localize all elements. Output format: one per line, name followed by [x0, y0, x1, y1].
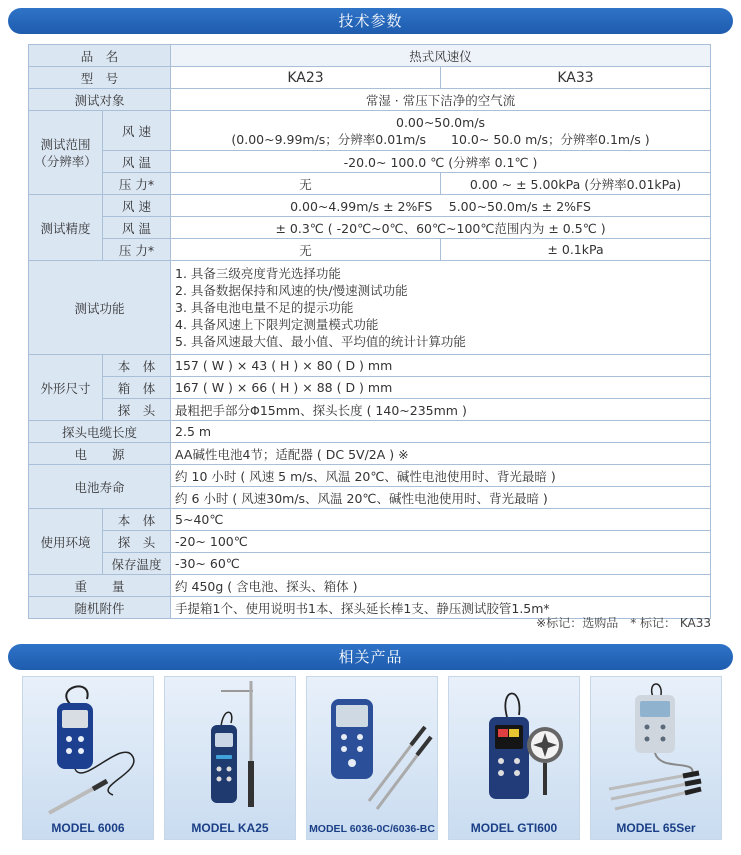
model-ka23: KA23: [171, 67, 441, 89]
row-label: 电 源: [29, 443, 171, 465]
sub-label: 箱 体: [103, 377, 171, 399]
table-row: [29, 261, 711, 355]
row-group-label: 使用环境: [29, 509, 103, 575]
sub-label: 保存温度: [103, 553, 171, 575]
cell-value: 最粗把手部分Φ15mm、探头长度 ( 140~235mm ): [171, 399, 711, 421]
product-card[interactable]: [306, 676, 438, 840]
vane-anemometer-icon: [449, 677, 581, 819]
cell-value: 157 ( W ) × 43 ( H ) × 80 ( D ) mm: [171, 355, 711, 377]
hot-wire-anemometer-icon: [23, 677, 155, 819]
related-products: [22, 676, 722, 840]
table-row: [29, 509, 711, 531]
table-row: [29, 89, 711, 111]
cell-value: 约 450g ( 含电池、探头、箱体 ): [171, 575, 711, 597]
row-label: 重 量: [29, 575, 171, 597]
row-label: 探头电缆长度: [29, 421, 171, 443]
table-row: [29, 111, 711, 151]
cell-value: 常湿 · 常压下洁净的空气流: [171, 89, 711, 111]
row-label: 电池寿命: [29, 465, 171, 509]
product-card[interactable]: [164, 676, 296, 840]
table-row: [29, 239, 711, 261]
specs-section-title: 技术参数: [8, 8, 733, 34]
spec-table: [28, 44, 711, 619]
product-name: 热式风速仪: [171, 45, 711, 67]
cell-value: 167 ( W ) × 66 ( H ) × 88 ( D ) mm: [171, 377, 711, 399]
cell-value: 无: [171, 173, 441, 195]
sub-label: 压 力*: [103, 173, 171, 195]
table-row: [29, 443, 711, 465]
cell-value: ± 0.1kPa: [441, 239, 711, 261]
table-row: [29, 173, 711, 195]
range-label-line2: （分辨率）: [34, 153, 97, 169]
table-row: [29, 531, 711, 553]
product-caption: MODEL 6036-0C/6036-BC: [309, 823, 435, 835]
row-label: 测试对象: [29, 89, 171, 111]
table-row: [29, 399, 711, 421]
cell-value: -20.0~ 100.0 ℃ (分辨率 0.1℃ ): [171, 151, 711, 173]
table-row: [29, 465, 711, 487]
list-item: 5. 具备风速最大值、最小值、平均值的统计计算功能: [175, 334, 466, 349]
table-row: [29, 195, 711, 217]
cell-value: (0.00~9.99m/s；分辨率0.01m/s 10.0~ 50.0 m/s；分辨率0.1m/s ): [231, 131, 650, 147]
cell-value: 无: [171, 239, 441, 261]
product-caption: MODEL GTI600: [470, 821, 558, 835]
table-row: [29, 217, 711, 239]
product-card[interactable]: [448, 676, 580, 840]
row-label: 品 名: [29, 45, 171, 67]
product-caption: MODEL KA25: [191, 821, 269, 835]
row-group-label: 测试精度: [29, 195, 103, 261]
range-label-line1: 测试范围: [40, 136, 91, 152]
row-label: 型 号: [29, 67, 171, 89]
row-group-label: [29, 111, 103, 195]
table-row: [29, 553, 711, 575]
cell-value: 手提箱1个、使用说明书1本、探头延长棒1支、静压测试胶管1.5m*: [171, 597, 711, 619]
table-row: [29, 377, 711, 399]
cell-value: 0.00~50.0m/s: [396, 114, 486, 130]
product-card[interactable]: [22, 676, 154, 840]
cell-value: 2.5 m: [171, 421, 711, 443]
list-item: 4. 具备风速上下限判定测量模式功能: [175, 317, 379, 332]
cell-value: 0.00~4.99m/s ± 2%FS 5.00~50.0m/s ± 2%FS: [171, 195, 711, 217]
cell-value: ± 0.3℃ ( -20℃~0℃、60℃~100℃范围内为 ± 0.5℃ ): [171, 217, 711, 239]
multi-probe-meter-icon: [591, 677, 723, 819]
sub-label: 探 头: [103, 399, 171, 421]
row-label: 随机附件: [29, 597, 171, 619]
cell-value: 5~40℃: [171, 509, 711, 531]
list-item: 2. 具备数据保持和风速的快/慢速测试功能: [175, 283, 408, 298]
sub-label: 风 温: [103, 151, 171, 173]
handheld-meter-with-probes-icon: [307, 677, 439, 819]
table-row: [29, 421, 711, 443]
cell-value: 约 10 小时 ( 风速 5 m/s、风温 20℃、碱性电池使用时、背光最暗 ): [171, 465, 711, 487]
product-card[interactable]: [590, 676, 722, 840]
table-row: [29, 45, 711, 67]
row-label: 测试功能: [29, 261, 171, 355]
sub-label: 风 速: [103, 111, 171, 151]
table-row: [29, 355, 711, 377]
table-row: [29, 67, 711, 89]
sub-label: 本 体: [103, 509, 171, 531]
sub-label: 风 速: [103, 195, 171, 217]
sub-label: 风 温: [103, 217, 171, 239]
table-row: [29, 151, 711, 173]
sub-label: 探 头: [103, 531, 171, 553]
cell-value: -30~ 60℃: [171, 553, 711, 575]
cell-value: 0.00 ~ ± 5.00kPa (分辨率0.01kPa): [441, 173, 711, 195]
product-caption: MODEL 6006: [51, 821, 125, 835]
table-row: [29, 575, 711, 597]
list-item: 3. 具备电池电量不足的提示功能: [175, 300, 354, 315]
related-section-title: 相关产品: [8, 644, 733, 670]
functions-list: [171, 261, 711, 355]
telescopic-probe-anemometer-icon: [165, 677, 297, 819]
model-ka33: KA33: [441, 67, 711, 89]
cell-value: -20~ 100℃: [171, 531, 711, 553]
list-item: 1. 具备三级亮度背光选择功能: [175, 266, 341, 281]
cell-value: 约 6 小时 ( 风速30m/s、风温 20℃、碱性电池使用时、背光最暗 ): [171, 487, 711, 509]
product-caption: MODEL 65Ser: [616, 821, 696, 835]
sub-label: 压 力*: [103, 239, 171, 261]
sub-label: 本 体: [103, 355, 171, 377]
row-group-label: 外形尺寸: [29, 355, 103, 421]
footnote: ※标记：选购品 * 标记： KA33: [536, 616, 711, 630]
cell-value: AA碱性电池4节；适配器 ( DC 5V/2A ) ※: [171, 443, 711, 465]
